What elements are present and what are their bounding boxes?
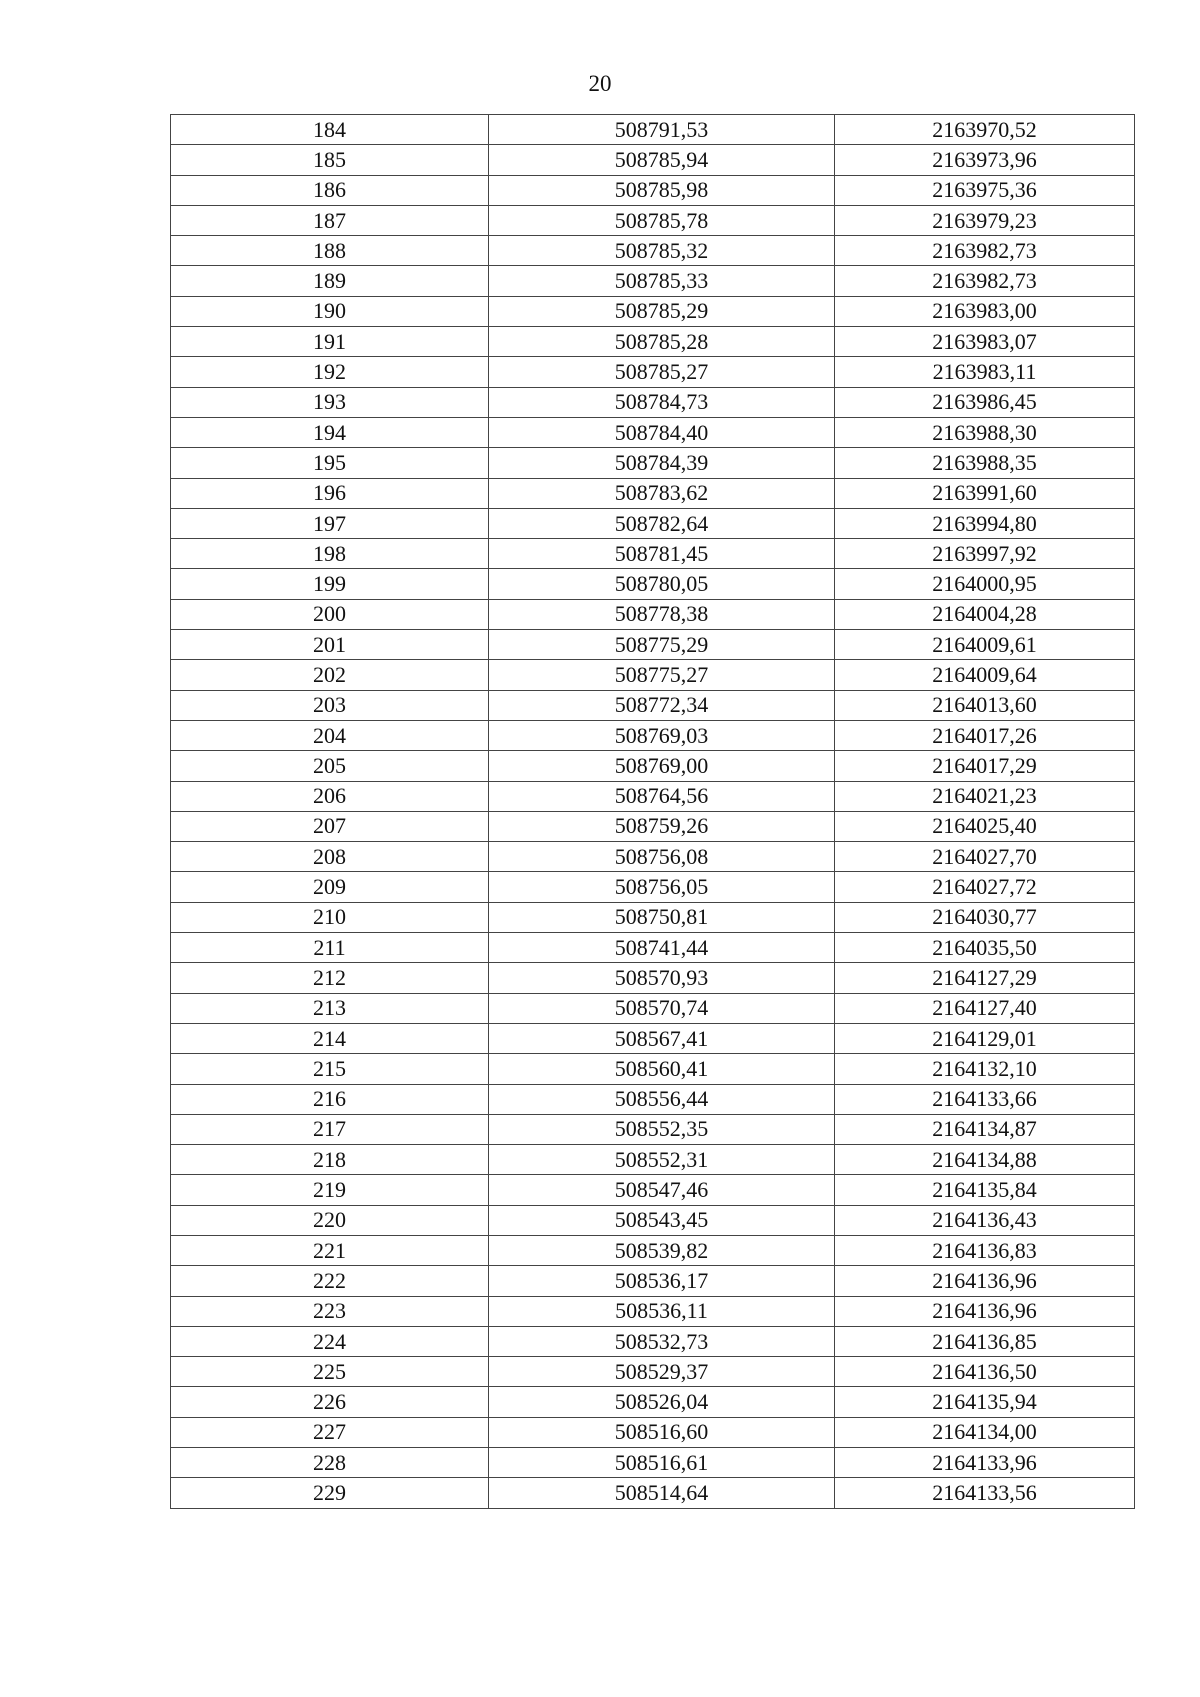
x-coordinate-cell: 508784,73 (489, 387, 835, 417)
table-row (171, 1326, 1135, 1356)
x-coordinate-cell: 508536,11 (489, 1296, 835, 1326)
table-row (171, 1266, 1135, 1296)
point-number-cell: 201 (171, 630, 489, 660)
y-coordinate-cell: 2163988,30 (835, 417, 1135, 447)
point-number-cell: 186 (171, 175, 489, 205)
table-row (171, 1387, 1135, 1417)
y-coordinate-cell: 2164133,56 (835, 1478, 1135, 1508)
y-coordinate-cell: 2164127,29 (835, 963, 1135, 993)
table-row (171, 1084, 1135, 1114)
point-number-cell: 184 (171, 115, 489, 145)
x-coordinate-cell: 508570,74 (489, 993, 835, 1023)
x-coordinate-cell: 508785,94 (489, 145, 835, 175)
x-coordinate-cell: 508529,37 (489, 1357, 835, 1387)
y-coordinate-cell: 2164129,01 (835, 1023, 1135, 1053)
point-number-cell: 197 (171, 508, 489, 538)
y-coordinate-cell: 2164027,72 (835, 872, 1135, 902)
x-coordinate-cell: 508539,82 (489, 1235, 835, 1265)
y-coordinate-cell: 2164013,60 (835, 690, 1135, 720)
point-number-cell: 216 (171, 1084, 489, 1114)
table-row (171, 660, 1135, 690)
table-row (171, 145, 1135, 175)
x-coordinate-cell: 508536,17 (489, 1266, 835, 1296)
x-coordinate-cell: 508570,93 (489, 963, 835, 993)
x-coordinate-cell: 508791,53 (489, 115, 835, 145)
y-coordinate-cell: 2164035,50 (835, 933, 1135, 963)
point-number-cell: 188 (171, 236, 489, 266)
x-coordinate-cell: 508784,40 (489, 417, 835, 447)
y-coordinate-cell: 2164027,70 (835, 842, 1135, 872)
y-coordinate-cell: 2163979,23 (835, 205, 1135, 235)
table-row (171, 236, 1135, 266)
y-coordinate-cell: 2164136,96 (835, 1296, 1135, 1326)
y-coordinate-cell: 2163986,45 (835, 387, 1135, 417)
point-number-cell: 210 (171, 902, 489, 932)
x-coordinate-cell: 508750,81 (489, 902, 835, 932)
x-coordinate-cell: 508769,00 (489, 751, 835, 781)
point-number-cell: 200 (171, 599, 489, 629)
table-row (171, 751, 1135, 781)
y-coordinate-cell: 2164135,84 (835, 1175, 1135, 1205)
x-coordinate-cell: 508741,44 (489, 933, 835, 963)
x-coordinate-cell: 508526,04 (489, 1387, 835, 1417)
x-coordinate-cell: 508784,39 (489, 448, 835, 478)
point-number-cell: 203 (171, 690, 489, 720)
point-number-cell: 224 (171, 1326, 489, 1356)
table-row (171, 1357, 1135, 1387)
point-number-cell: 225 (171, 1357, 489, 1387)
table-row (171, 478, 1135, 508)
x-coordinate-cell: 508785,29 (489, 296, 835, 326)
table-row (171, 569, 1135, 599)
y-coordinate-cell: 2163983,00 (835, 296, 1135, 326)
x-coordinate-cell: 508785,33 (489, 266, 835, 296)
point-number-cell: 187 (171, 205, 489, 235)
point-number-cell: 215 (171, 1054, 489, 1084)
point-number-cell: 209 (171, 872, 489, 902)
point-number-cell: 194 (171, 417, 489, 447)
x-coordinate-cell: 508775,29 (489, 630, 835, 660)
x-coordinate-cell: 508543,45 (489, 1205, 835, 1235)
table-row (171, 842, 1135, 872)
point-number-cell: 219 (171, 1175, 489, 1205)
y-coordinate-cell: 2164136,85 (835, 1326, 1135, 1356)
table-row (171, 690, 1135, 720)
x-coordinate-cell: 508552,35 (489, 1114, 835, 1144)
x-coordinate-cell: 508516,61 (489, 1448, 835, 1478)
x-coordinate-cell: 508769,03 (489, 720, 835, 750)
point-number-cell: 192 (171, 357, 489, 387)
table-row (171, 630, 1135, 660)
table-row (171, 1175, 1135, 1205)
table-row (171, 1478, 1135, 1508)
table-row (171, 1448, 1135, 1478)
y-coordinate-cell: 2163988,35 (835, 448, 1135, 478)
y-coordinate-cell: 2163991,60 (835, 478, 1135, 508)
x-coordinate-cell: 508783,62 (489, 478, 835, 508)
table-row (171, 115, 1135, 145)
point-number-cell: 218 (171, 1145, 489, 1175)
x-coordinate-cell: 508567,41 (489, 1023, 835, 1053)
y-coordinate-cell: 2163973,96 (835, 145, 1135, 175)
table-row (171, 811, 1135, 841)
y-coordinate-cell: 2163983,11 (835, 357, 1135, 387)
table-row (171, 1296, 1135, 1326)
x-coordinate-cell: 508785,98 (489, 175, 835, 205)
point-number-cell: 214 (171, 1023, 489, 1053)
x-coordinate-cell: 508514,64 (489, 1478, 835, 1508)
point-number-cell: 206 (171, 781, 489, 811)
table-row (171, 417, 1135, 447)
point-number-cell: 220 (171, 1205, 489, 1235)
y-coordinate-cell: 2163970,52 (835, 115, 1135, 145)
table-row (171, 175, 1135, 205)
y-coordinate-cell: 2164000,95 (835, 569, 1135, 599)
x-coordinate-cell: 508516,60 (489, 1417, 835, 1447)
table-row (171, 963, 1135, 993)
y-coordinate-cell: 2164135,94 (835, 1387, 1135, 1417)
point-number-cell: 189 (171, 266, 489, 296)
x-coordinate-cell: 508785,28 (489, 327, 835, 357)
table-row (171, 205, 1135, 235)
y-coordinate-cell: 2164025,40 (835, 811, 1135, 841)
table-row (171, 1145, 1135, 1175)
table-row (171, 872, 1135, 902)
point-number-cell: 212 (171, 963, 489, 993)
table-row (171, 508, 1135, 538)
table-row (171, 1023, 1135, 1053)
x-coordinate-cell: 508785,27 (489, 357, 835, 387)
x-coordinate-cell: 508778,38 (489, 599, 835, 629)
point-number-cell: 195 (171, 448, 489, 478)
y-coordinate-cell: 2164009,61 (835, 630, 1135, 660)
y-coordinate-cell: 2164136,83 (835, 1235, 1135, 1265)
point-number-cell: 202 (171, 660, 489, 690)
point-number-cell: 229 (171, 1478, 489, 1508)
y-coordinate-cell: 2164136,96 (835, 1266, 1135, 1296)
table-row (171, 1235, 1135, 1265)
y-coordinate-cell: 2164134,87 (835, 1114, 1135, 1144)
point-number-cell: 190 (171, 296, 489, 326)
point-number-cell: 199 (171, 569, 489, 599)
table-row (171, 266, 1135, 296)
point-number-cell: 227 (171, 1417, 489, 1447)
y-coordinate-cell: 2164132,10 (835, 1054, 1135, 1084)
y-coordinate-cell: 2163994,80 (835, 508, 1135, 538)
table-row (171, 387, 1135, 417)
coordinates-table-body (171, 115, 1135, 1509)
x-coordinate-cell: 508785,32 (489, 236, 835, 266)
table-row (171, 720, 1135, 750)
y-coordinate-cell: 2164021,23 (835, 781, 1135, 811)
point-number-cell: 213 (171, 993, 489, 1023)
point-number-cell: 204 (171, 720, 489, 750)
point-number-cell: 223 (171, 1296, 489, 1326)
y-coordinate-cell: 2163975,36 (835, 175, 1135, 205)
y-coordinate-cell: 2163982,73 (835, 236, 1135, 266)
y-coordinate-cell: 2164127,40 (835, 993, 1135, 1023)
y-coordinate-cell: 2163997,92 (835, 539, 1135, 569)
point-number-cell: 198 (171, 539, 489, 569)
x-coordinate-cell: 508781,45 (489, 539, 835, 569)
table-row (171, 599, 1135, 629)
x-coordinate-cell: 508772,34 (489, 690, 835, 720)
point-number-cell: 193 (171, 387, 489, 417)
table-row (171, 902, 1135, 932)
y-coordinate-cell: 2164134,88 (835, 1145, 1135, 1175)
x-coordinate-cell: 508560,41 (489, 1054, 835, 1084)
point-number-cell: 221 (171, 1235, 489, 1265)
page-number: 20 (588, 71, 612, 96)
coordinates-table (170, 114, 1135, 1509)
point-number-cell: 205 (171, 751, 489, 781)
point-number-cell: 207 (171, 811, 489, 841)
y-coordinate-cell: 2164004,28 (835, 599, 1135, 629)
table-row (171, 327, 1135, 357)
point-number-cell: 222 (171, 1266, 489, 1296)
x-coordinate-cell: 508556,44 (489, 1084, 835, 1114)
x-coordinate-cell: 508756,08 (489, 842, 835, 872)
table-row (171, 993, 1135, 1023)
point-number-cell: 191 (171, 327, 489, 357)
y-coordinate-cell: 2164133,96 (835, 1448, 1135, 1478)
y-coordinate-cell: 2164133,66 (835, 1084, 1135, 1114)
table-row (171, 1205, 1135, 1235)
x-coordinate-cell: 508780,05 (489, 569, 835, 599)
y-coordinate-cell: 2164136,43 (835, 1205, 1135, 1235)
y-coordinate-cell: 2164136,50 (835, 1357, 1135, 1387)
x-coordinate-cell: 508532,73 (489, 1326, 835, 1356)
point-number-cell: 196 (171, 478, 489, 508)
y-coordinate-cell: 2163982,73 (835, 266, 1135, 296)
y-coordinate-cell: 2163983,07 (835, 327, 1135, 357)
table-row (171, 1114, 1135, 1144)
x-coordinate-cell: 508775,27 (489, 660, 835, 690)
point-number-cell: 208 (171, 842, 489, 872)
y-coordinate-cell: 2164009,64 (835, 660, 1135, 690)
table-row (171, 1417, 1135, 1447)
x-coordinate-cell: 508782,64 (489, 508, 835, 538)
point-number-cell: 185 (171, 145, 489, 175)
x-coordinate-cell: 508785,78 (489, 205, 835, 235)
y-coordinate-cell: 2164134,00 (835, 1417, 1135, 1447)
table-row (171, 781, 1135, 811)
table-row (171, 1054, 1135, 1084)
y-coordinate-cell: 2164030,77 (835, 902, 1135, 932)
x-coordinate-cell: 508756,05 (489, 872, 835, 902)
point-number-cell: 217 (171, 1114, 489, 1144)
x-coordinate-cell: 508764,56 (489, 781, 835, 811)
table-row (171, 448, 1135, 478)
table-row (171, 933, 1135, 963)
point-number-cell: 211 (171, 933, 489, 963)
x-coordinate-cell: 508547,46 (489, 1175, 835, 1205)
table-row (171, 357, 1135, 387)
table-row (171, 539, 1135, 569)
x-coordinate-cell: 508759,26 (489, 811, 835, 841)
y-coordinate-cell: 2164017,29 (835, 751, 1135, 781)
x-coordinate-cell: 508552,31 (489, 1145, 835, 1175)
point-number-cell: 228 (171, 1448, 489, 1478)
table-row (171, 296, 1135, 326)
y-coordinate-cell: 2164017,26 (835, 720, 1135, 750)
point-number-cell: 226 (171, 1387, 489, 1417)
